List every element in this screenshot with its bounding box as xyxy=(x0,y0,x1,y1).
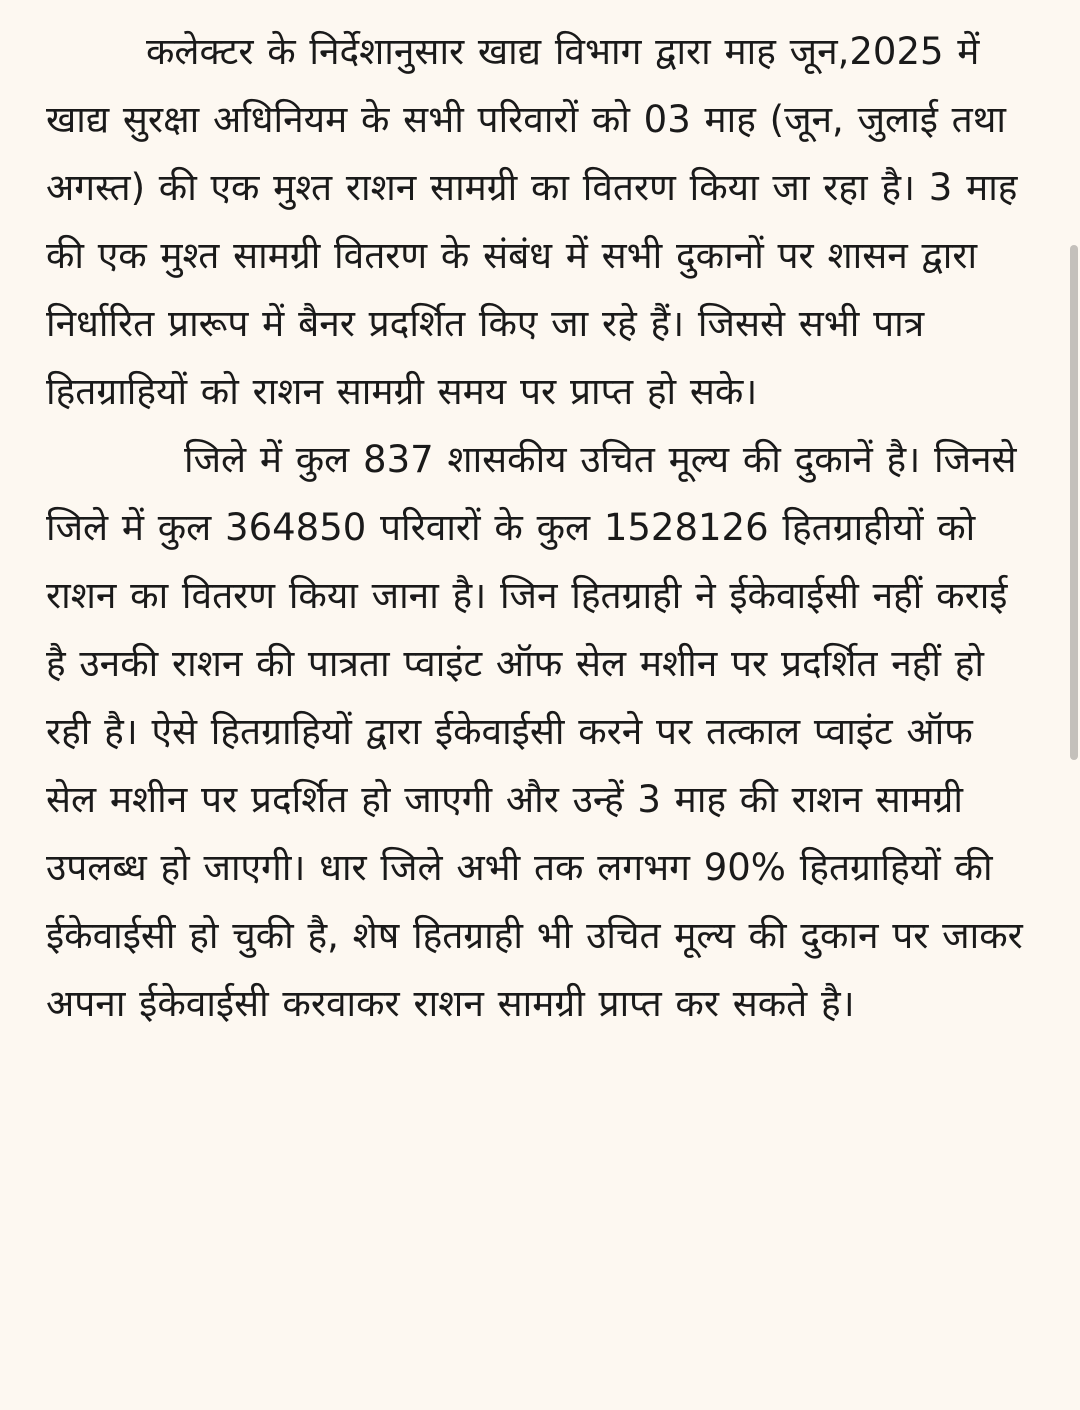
vertical-scrollbar[interactable] xyxy=(1068,0,1080,1410)
clipped-previous-line xyxy=(0,0,1080,14)
scrollbar-thumb[interactable] xyxy=(1070,245,1078,760)
paragraph-ekyc-status: जिले में कुल 837 शासकीय उचित मूल्य की दुकानें है। जिनसे जिले में कुल 364850 परिवारों के कुल 1528126 हितग्राहीयों को राशन का वितरण किया जाना है। जिन हितग्राही ने ईकेवाईसी नहीं कराई है उनकी राशन की पात्रता प्वाइंट ऑफ सेल मशीन पर प्रदर्शित नहीं हो रही है। ऐसे हितग्राहियों द्वारा ईकेवाईसी करने पर तत्काल प्वाइंट ऑफ सेल मशीन पर प्रदर्शित हो जाएगी और उन्हें 3 माह की राशन सामग्री उपलब्ध हो जाएगी। धार जिले अभी तक लगभग 90% हितग्राहियों की ईकेवाईसी हो चुकी है, शेष हितग्राही भी उचित मूल्य की दुकान पर जाकर अपना ईकेवाईसी करवाकर राशन सामग्री प्राप्त कर सकते है। xyxy=(46,438,1023,1025)
article-body xyxy=(46,18,1036,1038)
paragraph-ration-distribution: कलेक्टर के निर्देशानुसार खाद्य विभाग द्वारा माह जून,2025 में खाद्य सुरक्षा अधिनियम के सभी परिवारों को 03 माह (जून, जुलाई तथा अगस्त) की एक मुश्त राशन सामग्री का वितरण किया जा रहा है। 3 माह की एक मुश्त सामग्री वितरण के संबंध में सभी दुकानों पर शासन द्वारा निर्धारित प्रारूप में बैनर प्रदर्शित किए जा रहे हैं। जिससे सभी पात्र हितग्राहियों को राशन सामग्री समय पर प्राप्त हो सके। xyxy=(46,30,1018,413)
